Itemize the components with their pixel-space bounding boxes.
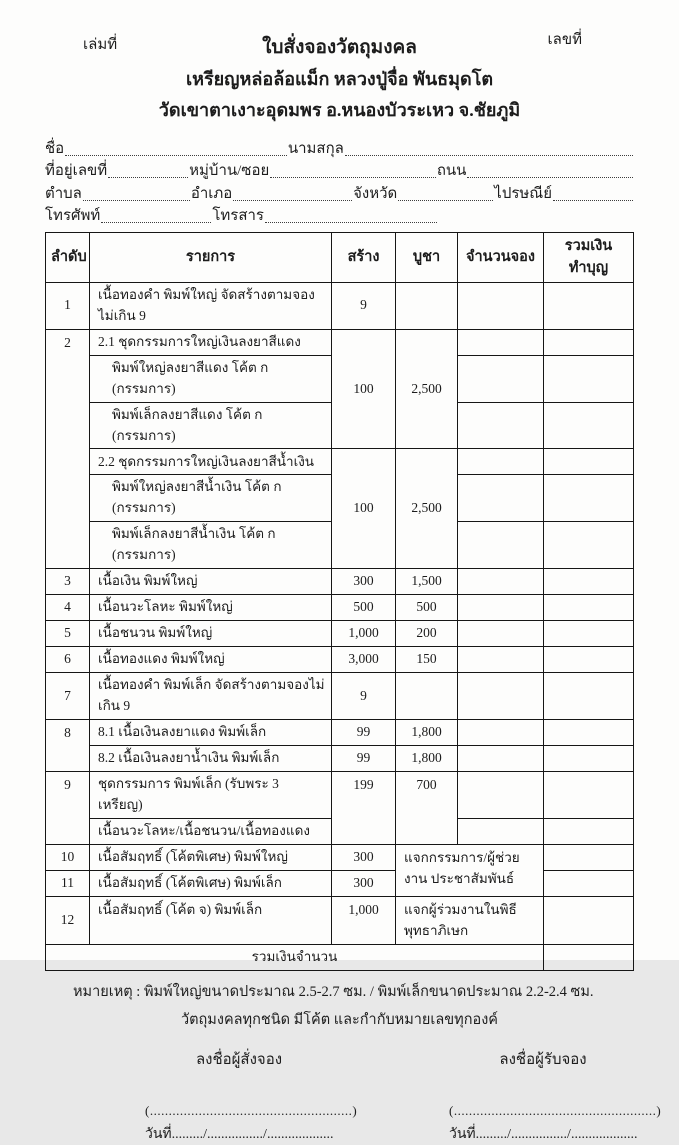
table-row bbox=[46, 569, 634, 595]
empty-fill-cell bbox=[458, 402, 544, 449]
table-cell: พิมพ์เล็กลงยาสีน้ำเงิน โค้ต ก (กรรมการ) bbox=[90, 522, 332, 569]
table-cell: เนื้อเงิน พิมพ์ใหญ่ bbox=[90, 569, 332, 595]
empty-fill-cell bbox=[458, 522, 544, 569]
table-cell: 6 bbox=[46, 647, 90, 673]
order-table bbox=[45, 232, 634, 971]
table-row bbox=[46, 896, 634, 944]
table-cell: 300 bbox=[332, 870, 396, 896]
empty-fill-cell bbox=[458, 772, 544, 819]
table-cell: 100 bbox=[332, 329, 396, 449]
table-row bbox=[46, 772, 634, 819]
district-row bbox=[45, 181, 634, 204]
table-row bbox=[46, 746, 634, 772]
table-cell: 500 bbox=[332, 595, 396, 621]
table-cell: 9 bbox=[332, 282, 396, 329]
size-remark: หมายเหตุ : พิมพ์ใหญ่ขนาดประมาณ 2.5-2.7 ซม. / พิมพ์เล็กขนาดประมาณ 2.2-2.4 ซม. bbox=[73, 983, 594, 1000]
table-cell: ชุดกรรมการ พิมพ์เล็ก (รับพระ 3 เหรียญ) bbox=[90, 772, 332, 819]
table-cell: 99 bbox=[332, 746, 396, 772]
table-cell: 2 bbox=[46, 329, 90, 568]
empty-fill-cell bbox=[544, 595, 634, 621]
table-cell: เนื้อทองแดง พิมพ์ใหญ่ bbox=[90, 647, 332, 673]
table-cell: 100 bbox=[332, 449, 396, 569]
province-fill-line bbox=[398, 200, 493, 201]
empty-fill-cell bbox=[458, 449, 544, 475]
empty-fill-cell bbox=[544, 746, 634, 772]
empty-fill-cell bbox=[544, 402, 634, 449]
column-header: รวมเงินทำบุญ bbox=[544, 233, 634, 283]
column-header: บูชา bbox=[396, 233, 458, 283]
table-cell: พิมพ์เล็กลงยาสีแดง โค้ต ก (กรรมการ) bbox=[90, 402, 332, 449]
empty-fill-cell bbox=[458, 475, 544, 522]
table-cell: เนื้อสัมฤทธิ์ (โค้ต จ) พิมพ์เล็ก bbox=[90, 896, 332, 944]
temple-line: วัดเขาตาเงาะอุดมพร อ.หนองบัวระเหว จ.ชัยภูมิ bbox=[158, 100, 521, 120]
surname-fill-line bbox=[345, 155, 633, 156]
road-label: ถนน bbox=[436, 163, 467, 180]
table-cell: 3 bbox=[46, 569, 90, 595]
table-cell: 4 bbox=[46, 595, 90, 621]
orderer-signature-label: ลงชื่อผู้สั่งจอง bbox=[195, 1051, 283, 1068]
address-no-label: ที่อยู่เลขที่ bbox=[45, 163, 108, 180]
table-header-row bbox=[46, 233, 634, 283]
column-header: จำนวนจอง bbox=[458, 233, 544, 283]
name-label: ชื่อ bbox=[45, 140, 65, 157]
column-header: ลำดับ bbox=[46, 233, 90, 283]
receiver-name-line: (......................................................) bbox=[449, 1102, 662, 1118]
table-cell: 1,800 bbox=[396, 746, 458, 772]
postcode-label: ไปรษณีย์ bbox=[494, 185, 552, 202]
document-number-label: เลขที่ bbox=[547, 32, 582, 48]
table-cell: 1,000 bbox=[332, 896, 396, 944]
table-cell: 199 bbox=[332, 772, 396, 845]
table-row bbox=[46, 720, 634, 746]
table-row bbox=[46, 870, 634, 896]
table-cell: 1,800 bbox=[396, 720, 458, 746]
empty-fill-cell bbox=[544, 944, 634, 970]
table-cell: 1,000 bbox=[332, 621, 396, 647]
title-block bbox=[45, 24, 634, 119]
code-note: วัตถุมงคลทุกชนิด มีโค้ต และกำกับหมายเลขทุกองค์ bbox=[180, 1011, 499, 1028]
empty-fill-cell bbox=[544, 772, 634, 819]
notes-block bbox=[45, 980, 634, 1031]
empty-fill-cell bbox=[458, 355, 544, 402]
table-cell: 2.2 ชุดกรรมการใหญ่เงินลงยาสีน้ำเงิน bbox=[90, 449, 332, 475]
empty-fill-cell bbox=[458, 595, 544, 621]
table-cell: 11 bbox=[46, 870, 90, 896]
name-row bbox=[45, 136, 634, 159]
orderer-name-line: (......................................................) bbox=[145, 1102, 358, 1118]
form-header bbox=[45, 24, 634, 130]
table-row bbox=[46, 621, 634, 647]
district-label: อำเภอ bbox=[190, 185, 233, 202]
table-row bbox=[46, 844, 634, 870]
empty-fill-cell bbox=[458, 673, 544, 720]
table-cell: 2,500 bbox=[396, 329, 458, 449]
table-cell: เนื้อทองคำ พิมพ์เล็ก จัดสร้างตามจองไม่เกิน 9 bbox=[90, 673, 332, 720]
table-cell: 300 bbox=[332, 569, 396, 595]
table-row bbox=[46, 673, 634, 720]
column-header: รายการ bbox=[90, 233, 332, 283]
table-cell: เนื้อชนวน พิมพ์ใหญ่ bbox=[90, 621, 332, 647]
empty-fill-cell bbox=[544, 355, 634, 402]
village-label: หมู่บ้าน/ซอย bbox=[189, 163, 270, 180]
table-cell: 2.1 ชุดกรรมการใหญ่เงินลงยาสีแดง bbox=[90, 329, 332, 355]
empty-fill-cell bbox=[458, 282, 544, 329]
empty-fill-cell bbox=[458, 720, 544, 746]
address-row bbox=[45, 159, 634, 182]
table-cell: 99 bbox=[332, 720, 396, 746]
fax-fill-line bbox=[265, 222, 437, 223]
table-cell: 2,500 bbox=[396, 449, 458, 569]
table-cell: 1 bbox=[46, 282, 90, 329]
empty-fill-cell bbox=[544, 621, 634, 647]
subdistrict-label: ตำบล bbox=[45, 185, 82, 202]
province-label: จังหวัด bbox=[353, 185, 398, 202]
empty-fill-cell bbox=[458, 621, 544, 647]
empty-fill-cell bbox=[544, 870, 634, 896]
table-cell: 300 bbox=[332, 844, 396, 870]
empty-fill-cell bbox=[396, 282, 458, 329]
table-cell: แจกกรรมการ/ผู้ช่วยงาน ประชาสัมพันธ์ bbox=[396, 844, 544, 896]
empty-fill-cell bbox=[544, 896, 634, 944]
table-row bbox=[46, 647, 634, 673]
table-cell: เนื้อนวะโลหะ/เนื้อชนวน/เนื้อทองแดง bbox=[90, 818, 332, 844]
table-cell: 1,500 bbox=[396, 569, 458, 595]
empty-fill-cell bbox=[544, 282, 634, 329]
postcode-fill-line bbox=[553, 200, 633, 201]
table-cell: 12 bbox=[46, 896, 90, 944]
table-cell: 9 bbox=[46, 772, 90, 845]
receiver-signature-label: ลงชื่อผู้รับจอง bbox=[499, 1051, 587, 1068]
district-fill-line bbox=[233, 200, 352, 201]
table-cell: เนื้อสัมฤทธิ์ (โค้ตพิเศษ) พิมพ์เล็ก bbox=[90, 870, 332, 896]
table-cell: 10 bbox=[46, 844, 90, 870]
table-cell: แจกผู้ร่วมงานในพิธีพุทธา​ภิเษก bbox=[396, 896, 544, 944]
fax-label: โทรสาร bbox=[212, 208, 264, 225]
table-cell: 500 bbox=[396, 595, 458, 621]
applicant-fields bbox=[45, 136, 634, 226]
empty-fill-cell bbox=[544, 329, 634, 355]
empty-fill-cell bbox=[544, 475, 634, 522]
table-cell: 7 bbox=[46, 673, 90, 720]
form-subtitle: เหรียญหล่อล้อแม็ก หลวงปู่จื่อ พันธมุดโต bbox=[185, 69, 494, 89]
table-row bbox=[46, 595, 634, 621]
table-cell: 8.2 เนื้อเงินลงยาน้ำเงิน พิมพ์เล็ก bbox=[90, 746, 332, 772]
empty-fill-cell bbox=[458, 647, 544, 673]
table-row bbox=[46, 329, 634, 355]
name-fill-line bbox=[65, 155, 287, 156]
empty-fill-cell bbox=[458, 746, 544, 772]
table-cell: 5 bbox=[46, 621, 90, 647]
table-cell: เนื้อสัมฤทธิ์ (โค้ตพิเศษ) พิมพ์ใหญ่ bbox=[90, 844, 332, 870]
empty-fill-cell bbox=[544, 522, 634, 569]
subdistrict-fill-line bbox=[83, 200, 190, 201]
empty-fill-cell bbox=[544, 647, 634, 673]
table-cell: พิมพ์ใหญ่ลงยาสีน้ำเงิน โค้ต ก (กรรมการ) bbox=[90, 475, 332, 522]
phone-label: โทรศัพท์ bbox=[45, 208, 101, 225]
table-cell: เนื้อทองคำ พิมพ์ใหญ่ จัดสร้างตามจองไม่เกิน 9 bbox=[90, 282, 332, 329]
book-number-label: เล่มที่ bbox=[83, 37, 118, 53]
orderer-date-line: วันที่........./................/................... bbox=[145, 1126, 334, 1142]
village-fill-line bbox=[270, 177, 436, 178]
table-cell: รวมเงินจำนวน bbox=[46, 944, 544, 970]
phone-fill-line bbox=[101, 222, 211, 223]
empty-fill-cell bbox=[544, 569, 634, 595]
empty-fill-cell bbox=[544, 720, 634, 746]
empty-fill-cell bbox=[544, 449, 634, 475]
address-no-fill-line bbox=[108, 177, 188, 178]
table-cell: 8 bbox=[46, 720, 90, 772]
table-cell: 700 bbox=[396, 772, 458, 845]
empty-fill-cell bbox=[544, 818, 634, 844]
table-row bbox=[46, 944, 634, 970]
receiver-signature-block bbox=[449, 1047, 662, 1145]
table-cell: 9 bbox=[332, 673, 396, 720]
phone-row bbox=[45, 204, 634, 227]
empty-fill-cell bbox=[396, 673, 458, 720]
table-row bbox=[46, 282, 634, 329]
empty-fill-cell bbox=[458, 329, 544, 355]
road-fill-line bbox=[467, 177, 633, 178]
table-cell: เนื้อนวะโลหะ พิมพ์ใหญ่ bbox=[90, 595, 332, 621]
orderer-signature-block bbox=[145, 1047, 358, 1145]
surname-label: นามสกุล bbox=[287, 140, 344, 157]
empty-fill-cell bbox=[458, 569, 544, 595]
column-header: สร้าง bbox=[332, 233, 396, 283]
empty-fill-cell bbox=[544, 673, 634, 720]
table-row bbox=[46, 449, 634, 475]
table-cell: 3,000 bbox=[332, 647, 396, 673]
table-cell: 200 bbox=[396, 621, 458, 647]
table-cell: 150 bbox=[396, 647, 458, 673]
form-title: ใบสั่งจองวัตถุมงคล bbox=[262, 37, 417, 58]
receiver-date-line: วันที่........./................/................... bbox=[449, 1126, 638, 1142]
empty-fill-cell bbox=[544, 844, 634, 870]
signature-section bbox=[45, 1047, 662, 1145]
table-cell: 8.1 เนื้อเงินลงยาแดง พิมพ์เล็ก bbox=[90, 720, 332, 746]
table-cell: พิมพ์ใหญ่ลงยาสีแดง โค้ต ก (กรรมการ) bbox=[90, 355, 332, 402]
empty-fill-cell bbox=[458, 818, 544, 844]
